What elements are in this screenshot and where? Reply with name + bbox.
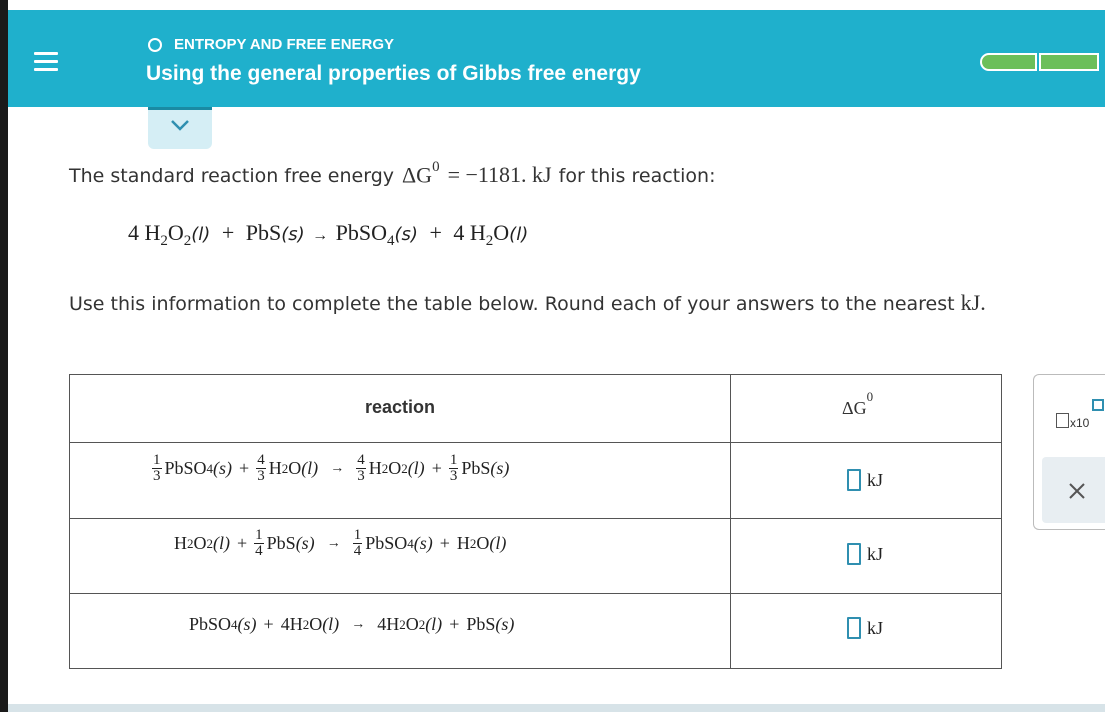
clear-button[interactable] xyxy=(1042,457,1105,523)
answer-row-3 xyxy=(847,617,883,639)
page-title: Using the general properties of Gibbs free energy xyxy=(146,62,641,85)
x10-label: x10 xyxy=(1070,416,1090,430)
delta-g-value: = −1181. kJ xyxy=(447,162,552,188)
reaction-row-1: $\frac{1}{3}$ PbSO 4 (s) + $\frac{4}{3}$ H 2 O (l) → $\frac{4}{3}$ H 2 O 2 (l) + $\frac{1}{3}$ PbS (s) xyxy=(153,452,510,484)
progress-bar xyxy=(980,53,1105,71)
hamburger-menu-icon[interactable] xyxy=(32,48,62,74)
collapse-toggle-button[interactable] xyxy=(148,107,212,149)
answer-input-1[interactable] xyxy=(847,469,861,491)
prompt-text-after: for this reaction: xyxy=(558,165,716,188)
answer-table xyxy=(69,374,1002,669)
square-icon xyxy=(1056,413,1069,428)
header-delta-g: $\Delta G^0$ xyxy=(842,389,874,418)
answer-tools-panel xyxy=(1033,374,1105,530)
header-bar xyxy=(8,10,1105,107)
answer-row-1 xyxy=(847,469,883,491)
topic-label: ENTROPY AND FREE ENERGY xyxy=(174,36,395,53)
reaction-arrow: → xyxy=(312,227,329,244)
main-reaction-equation: 4 $H_2O_2(l) + PbS(s)$ → PbSO$_4$(s) + 4 $H_2O(l)$ xyxy=(128,220,529,249)
progress-segment-1 xyxy=(980,53,1037,71)
chevron-down-icon xyxy=(170,119,190,131)
unit-label: kJ xyxy=(867,617,884,638)
close-icon xyxy=(1068,482,1086,500)
answer-row-2 xyxy=(847,543,883,565)
unit-label: kJ xyxy=(867,469,884,490)
question-prompt xyxy=(69,159,716,188)
header-reaction: reaction xyxy=(364,397,436,417)
reaction-row-2: H 2 O 2 (l) + $\frac{1}{4}$ PbS (s) → $\frac{1}{4}$ PbSO 4 (s) + H 2 O (l) xyxy=(174,527,507,559)
unit-label: kJ xyxy=(867,543,884,564)
reaction-row-3: PbSO 4 (s) + 4H 2 O (l) → 4H 2 O 2 (l) + PbS (s) xyxy=(189,614,515,634)
progress-segment-2 xyxy=(1039,53,1099,71)
prompt-text-before: The standard reaction free energy xyxy=(69,165,395,188)
answer-input-3[interactable] xyxy=(847,617,861,639)
delta-g-symbol: $\Delta G^0$ xyxy=(402,159,440,188)
bottom-bar xyxy=(8,704,1105,712)
scientific-notation-button[interactable] xyxy=(1056,397,1104,435)
left-edge-strip xyxy=(0,0,8,712)
topic-heading xyxy=(148,36,394,53)
topic-circle-icon xyxy=(148,38,162,52)
answer-input-2[interactable] xyxy=(847,543,861,565)
instruction-text: Use this information to complete the table below. Round each of your answers to the nearest kJ. xyxy=(69,290,986,315)
exponent-square-icon xyxy=(1092,399,1104,411)
